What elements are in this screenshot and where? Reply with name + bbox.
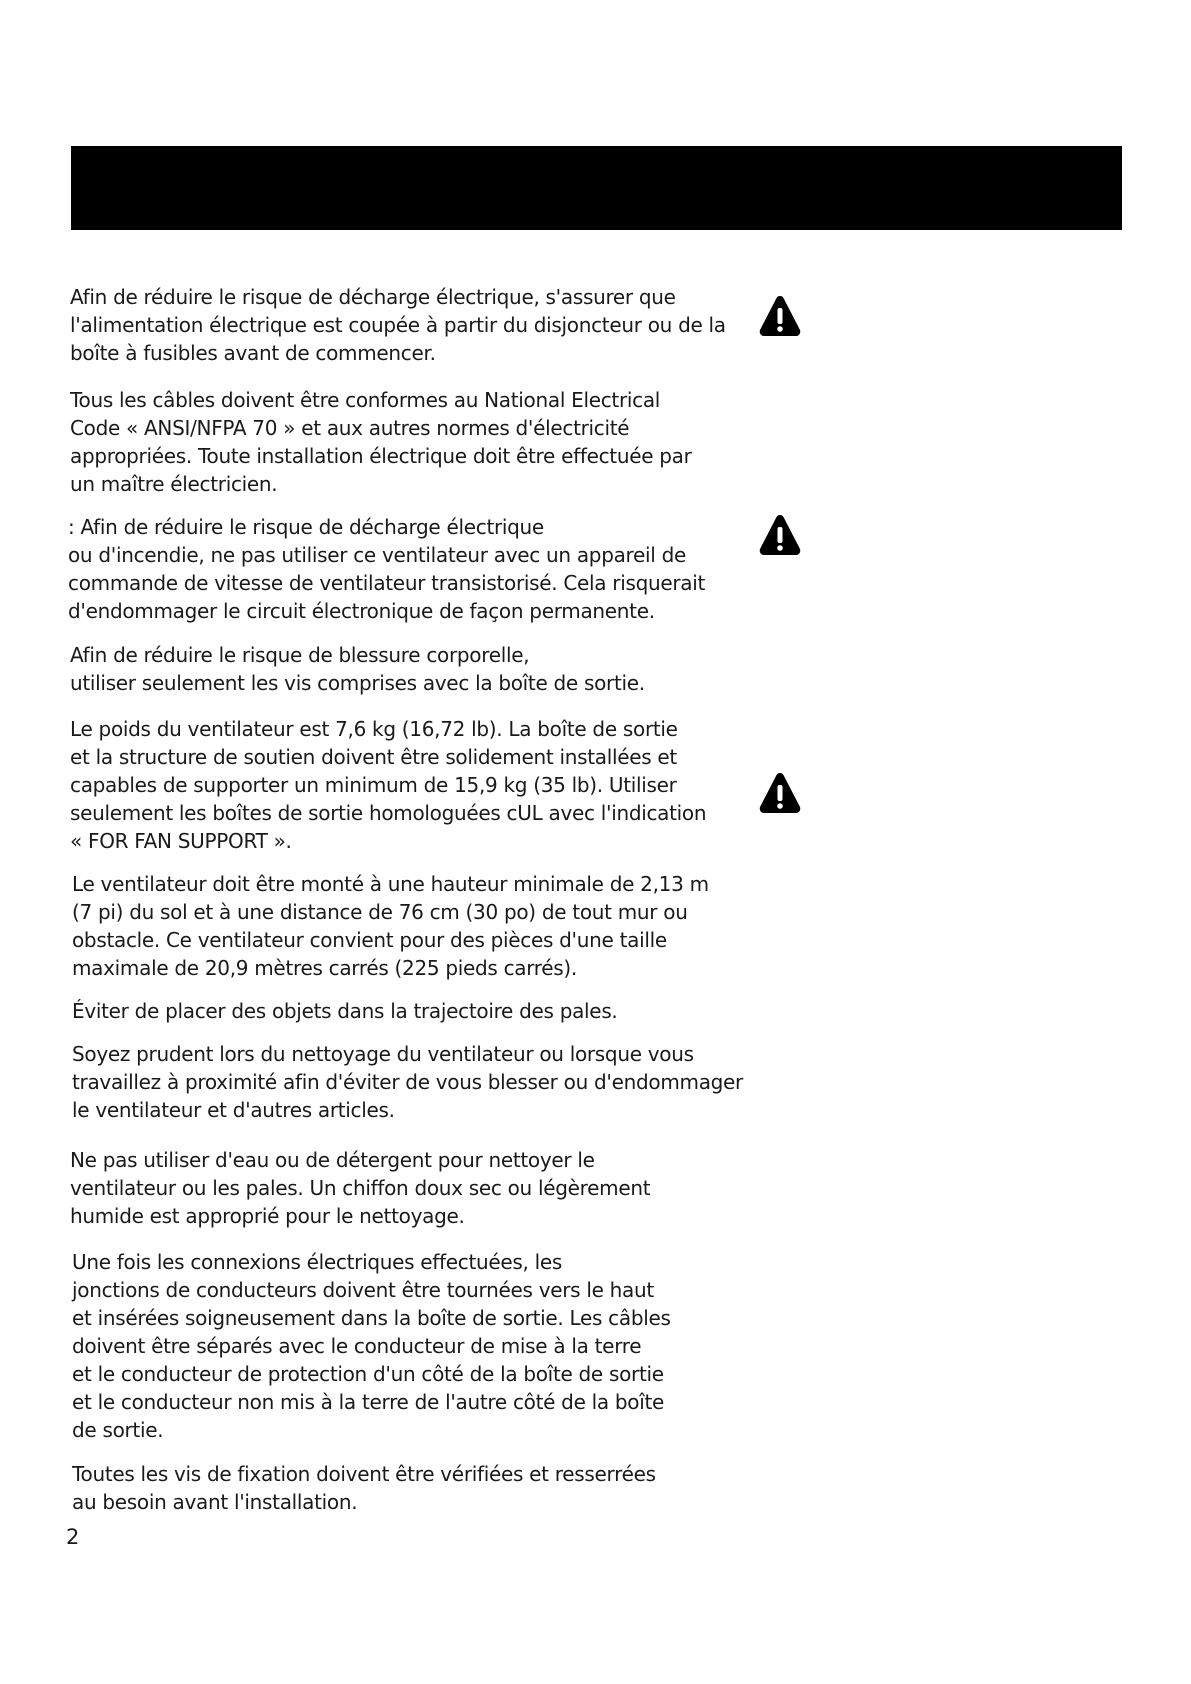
paragraph-fan-weight: Le poids du ventilateur est 7,6 kg (16,72 lb). La boîte de sortie et la structure de soutien doivent être solidement installées et capables de supporter un minimum de 15,9 kg (35 lb). Utiliser seulement les boîtes de sortie homologuées cUL avec l'indication « FOR FAN SUPPORT ». xyxy=(70,717,707,853)
paragraph-wire-connections: Une fois les connexions électriques effectuées, les jonctions de conducteurs doivent être tournées vers le haut et insérées soigneusement dans la boîte de sortie. Les câbles doivent être séparés avec le conducteur de mise à la terre et le conducteur de protection d'un côté de la boîte de sortie et le conducteur non mis à la terre de l'autre côté de la boîte de sortie. xyxy=(72,1250,671,1442)
paragraph-speed-control-warning: : Afin de réduire le risque de décharge électrique ou d'incendie, ne pas utiliser ce ventilateur avec un appareil de commande de vitesse de ventilateur transistorisé. Cela risquerait d'endommager le circuit électronique de façon permanente. xyxy=(68,515,706,623)
paragraph-no-water: Ne pas utiliser d'eau ou de détergent pour nettoyer le ventilateur ou les pales. Un chiffon doux sec ou légèrement humide est approprié pour le nettoyage. xyxy=(70,1148,651,1228)
warning-icon xyxy=(758,771,802,815)
warning-icon xyxy=(758,513,802,557)
paragraph-mounting-height: Le ventilateur doit être monté à une hauteur minimale de 2,13 m (7 pi) du sol et à une distance de 76 cm (30 po) de tout mur ou obstacle. Ce ventilateur convient pour des pièces d'une taille maximale de 20,9 mètres carrés (225 pieds carrés). xyxy=(72,872,709,980)
paragraph-check-screws: Toutes les vis de fixation doivent être vérifiées et resserrées au besoin avant l'installation. xyxy=(72,1462,656,1514)
paragraph-blade-path: Éviter de placer des objets dans la trajectoire des pales. xyxy=(72,999,618,1023)
paragraph-wiring-code: Tous les câbles doivent être conformes au National Electrical Code « ANSI/NFPA 70 » et aux autres normes d'électricité appropriées. Toute installation électrique doit être effectuée par un maître électricien. xyxy=(70,388,692,496)
paragraph-shock-risk: Afin de réduire le risque de décharge électrique, s'assurer que l'alimentation électrique est coupée à partir du disjoncteur ou de la boîte à fusibles avant de commencer. xyxy=(70,285,726,365)
paragraph-cleaning-caution: Soyez prudent lors du nettoyage du ventilateur ou lorsque vous travaillez à proximité afin d'éviter de vous blesser ou d'endommager le ventilateur et d'autres articles. xyxy=(72,1042,743,1122)
page-number: 2 xyxy=(66,1525,80,1549)
paragraph-screws-warning: Afin de réduire le risque de blessure corporelle, utiliser seulement les vis comprises avec la boîte de sortie. xyxy=(70,643,645,695)
section-header-bar xyxy=(71,146,1122,230)
warning-icon xyxy=(758,294,802,338)
